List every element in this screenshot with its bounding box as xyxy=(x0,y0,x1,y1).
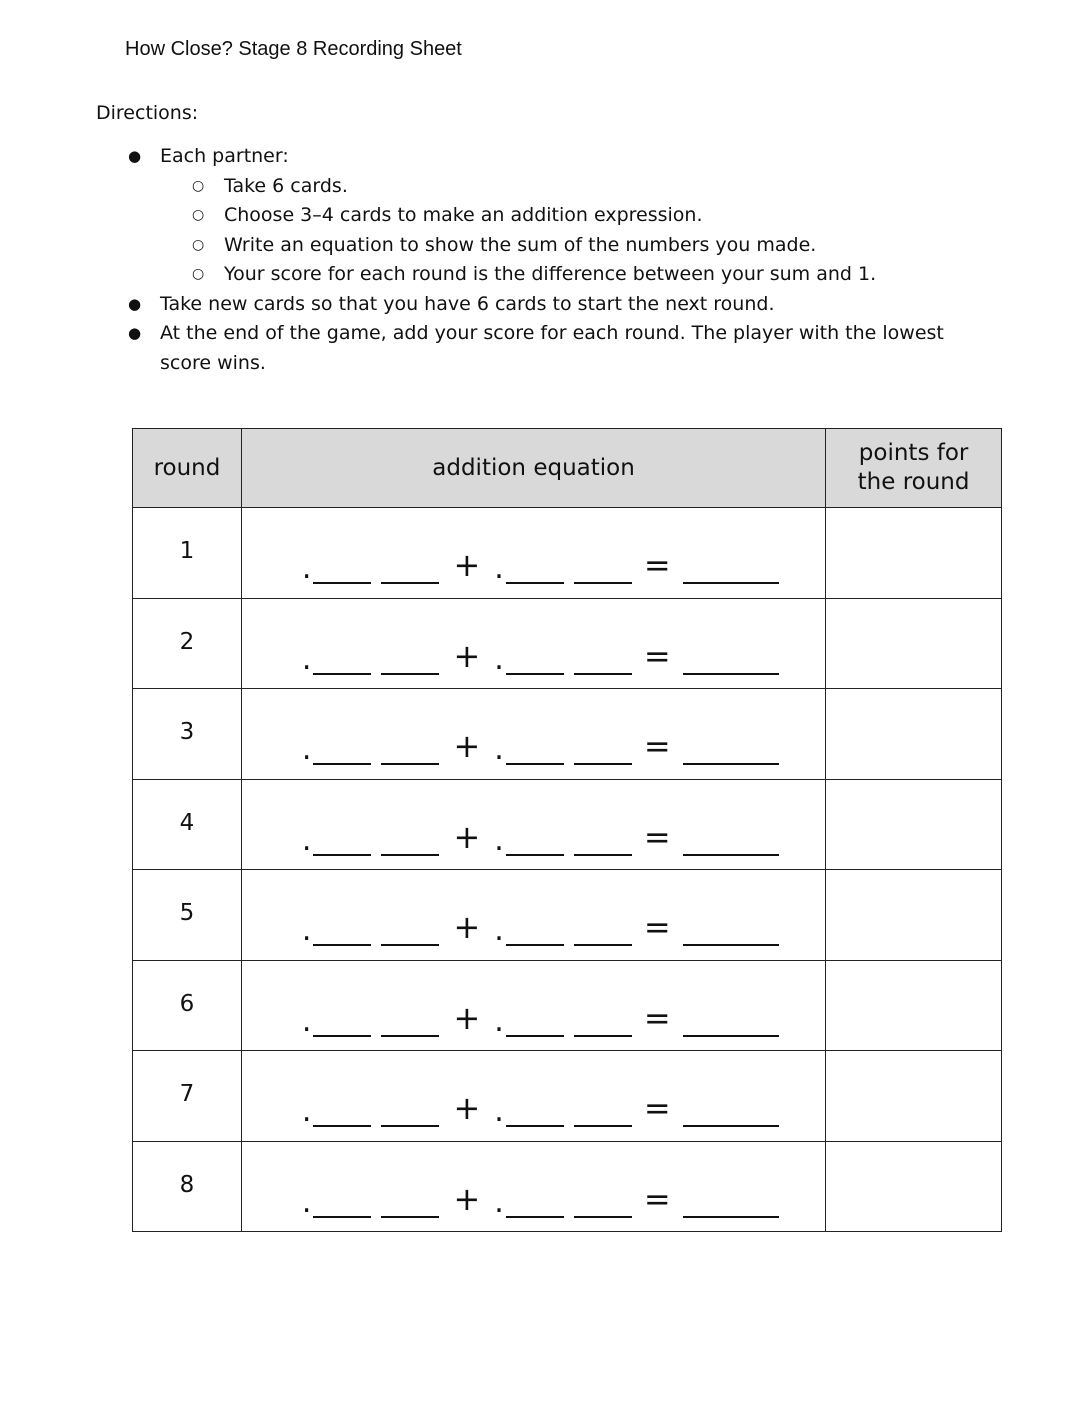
sub-bullet-glyph: ○ xyxy=(192,177,205,194)
equation-template xyxy=(302,810,779,856)
header-addition-equation: addition equation xyxy=(241,429,825,508)
round-number-cell xyxy=(133,689,242,780)
direction-item xyxy=(128,290,988,320)
digit-blank[interactable] xyxy=(506,820,564,856)
decimal-point: . xyxy=(494,913,504,948)
equation-cell xyxy=(241,1051,825,1142)
decimal-point: . xyxy=(301,641,312,677)
sum-blank[interactable] xyxy=(683,820,779,856)
equation-template xyxy=(302,538,779,584)
round-number: 3 xyxy=(179,719,195,745)
equals-sign: = xyxy=(643,1179,671,1218)
points-cell[interactable] xyxy=(826,598,1002,689)
digit-blank[interactable] xyxy=(574,1001,632,1037)
digit-blank[interactable] xyxy=(381,1091,439,1127)
table-row xyxy=(133,1051,1002,1142)
sub-bullet-glyph: ○ xyxy=(192,207,205,223)
recording-table xyxy=(132,428,1002,1232)
direction-item xyxy=(128,319,988,378)
sub-direction-item xyxy=(192,231,988,261)
decimal-point: . xyxy=(494,1094,504,1129)
equals-sign: = xyxy=(643,908,671,946)
sum-blank[interactable] xyxy=(683,1182,779,1218)
digit-blank[interactable] xyxy=(574,729,632,765)
round-number-cell xyxy=(133,779,242,870)
rounds-body xyxy=(133,508,1002,1232)
digit-blank[interactable] xyxy=(313,820,371,856)
digit-blank[interactable] xyxy=(381,1182,439,1218)
sub-direction-text: Your score for each round is the difference between your sum and 1. xyxy=(224,263,877,285)
equation-template xyxy=(302,1172,779,1218)
sub-direction-text: Choose 3–4 cards to make an addition expression. xyxy=(224,204,703,226)
decimal-point: . xyxy=(494,1003,504,1039)
equation-template xyxy=(302,629,779,675)
equation-cell xyxy=(241,779,825,870)
round-number: 4 xyxy=(179,809,195,836)
plus-sign: + xyxy=(453,1089,481,1127)
equals-sign: = xyxy=(643,727,671,765)
decimal-point: . xyxy=(494,641,504,677)
plus-sign: + xyxy=(453,908,481,946)
table-row xyxy=(133,779,1002,870)
digit-blank[interactable] xyxy=(313,1001,371,1037)
round-number: 1 xyxy=(179,538,195,564)
table-row xyxy=(133,598,1002,689)
equals-sign: = xyxy=(643,817,671,856)
digit-blank[interactable] xyxy=(313,729,371,765)
round-number-cell xyxy=(133,960,242,1051)
equals-sign: = xyxy=(643,1089,671,1127)
points-cell[interactable] xyxy=(826,508,1002,599)
digit-blank[interactable] xyxy=(313,1091,371,1127)
directions-heading: Directions: xyxy=(96,102,199,124)
sub-bullet-glyph: ○ xyxy=(192,266,205,282)
round-number-cell xyxy=(133,598,242,689)
round-number: 8 xyxy=(179,1171,195,1198)
equation-template xyxy=(302,719,779,765)
header-points-line1: points for xyxy=(858,440,969,466)
digit-blank[interactable] xyxy=(381,639,439,675)
digit-blank[interactable] xyxy=(506,729,564,765)
plus-sign: + xyxy=(453,546,481,584)
round-number-cell xyxy=(133,1051,242,1142)
equation-template xyxy=(302,991,779,1037)
points-cell[interactable] xyxy=(826,1051,1002,1142)
digit-blank[interactable] xyxy=(381,910,439,946)
equation-cell xyxy=(241,1141,825,1232)
equals-sign: = xyxy=(643,998,671,1037)
digit-blank[interactable] xyxy=(506,548,564,584)
digit-blank[interactable] xyxy=(381,548,439,584)
round-number-cell xyxy=(133,1141,242,1232)
round-number: 2 xyxy=(179,628,195,655)
table-row xyxy=(133,689,1002,780)
points-cell[interactable] xyxy=(826,960,1002,1051)
plus-sign: + xyxy=(453,998,481,1037)
document-title: How Close? Stage 8 Recording Sheet xyxy=(125,38,462,60)
digit-blank[interactable] xyxy=(574,1182,632,1218)
decimal-point: . xyxy=(301,732,312,767)
header-points-line2: the round xyxy=(857,469,970,495)
digit-blank[interactable] xyxy=(506,1001,564,1037)
equation-template xyxy=(302,1081,779,1127)
equation-cell xyxy=(241,870,825,961)
equation-cell xyxy=(241,689,825,780)
points-cell[interactable] xyxy=(826,689,1002,780)
bullet-glyph: ● xyxy=(128,147,142,165)
decimal-point: . xyxy=(494,551,504,586)
round-number: 7 xyxy=(179,1081,195,1107)
decimal-point: . xyxy=(494,822,504,858)
plus-sign: + xyxy=(453,727,481,765)
addition-equation xyxy=(242,1142,825,1231)
decimal-point: . xyxy=(301,913,312,948)
direction-text: Each partner: xyxy=(160,145,289,167)
digit-blank[interactable] xyxy=(313,910,371,946)
direction-text: Take new cards so that you have 6 cards to start the next round. xyxy=(160,292,775,315)
plus-sign: + xyxy=(453,636,481,675)
digit-blank[interactable] xyxy=(574,1091,632,1127)
bullet-glyph: ● xyxy=(128,324,142,342)
equation-cell xyxy=(241,508,825,599)
digit-blank[interactable] xyxy=(313,1182,371,1218)
digit-blank[interactable] xyxy=(506,1182,564,1218)
sub-direction-item xyxy=(192,201,988,231)
digit-blank[interactable] xyxy=(574,548,632,584)
equals-sign: = xyxy=(643,546,671,584)
digit-blank[interactable] xyxy=(381,1001,439,1037)
addition-equation xyxy=(242,780,825,869)
sub-direction-text: Take 6 cards. xyxy=(224,174,348,197)
decimal-point: . xyxy=(494,1184,504,1220)
plus-sign: + xyxy=(453,817,481,856)
digit-blank[interactable] xyxy=(313,548,371,584)
sum-blank[interactable] xyxy=(683,1001,779,1037)
round-number-cell xyxy=(133,870,242,961)
sub-direction-item xyxy=(192,260,988,290)
header-round: round xyxy=(133,429,242,508)
decimal-point: . xyxy=(301,1094,312,1129)
directions-list xyxy=(128,142,988,378)
sum-blank[interactable] xyxy=(683,910,779,946)
digit-blank[interactable] xyxy=(574,910,632,946)
table-row xyxy=(133,960,1002,1051)
equation-template xyxy=(302,900,779,946)
addition-equation xyxy=(242,599,825,688)
points-cell[interactable] xyxy=(826,870,1002,961)
digit-blank[interactable] xyxy=(313,639,371,675)
direction-text: At the end of the game, add your score for each round. The player with the lowest score wins. xyxy=(160,322,944,374)
addition-equation xyxy=(242,689,825,778)
table-row xyxy=(133,870,1002,961)
points-cell[interactable] xyxy=(826,1141,1002,1232)
equation-cell xyxy=(241,960,825,1051)
addition-equation xyxy=(242,1051,825,1140)
sum-blank[interactable] xyxy=(683,1091,779,1127)
addition-equation xyxy=(242,961,825,1050)
sub-bullet-glyph: ○ xyxy=(192,236,205,253)
sub-direction-list xyxy=(192,172,988,290)
equation-cell xyxy=(241,598,825,689)
equals-sign: = xyxy=(643,636,671,675)
bullet-glyph: ● xyxy=(128,294,142,313)
round-number-cell xyxy=(133,508,242,599)
sum-blank[interactable] xyxy=(683,729,779,765)
sub-direction-text: Write an equation to show the sum of the numbers you made. xyxy=(224,233,817,256)
sub-direction-item xyxy=(192,172,988,202)
digit-blank[interactable] xyxy=(506,1091,564,1127)
digit-blank[interactable] xyxy=(574,820,632,856)
table-header-row xyxy=(133,429,1002,508)
points-cell[interactable] xyxy=(826,779,1002,870)
decimal-point: . xyxy=(494,732,504,767)
decimal-point: . xyxy=(301,1184,312,1220)
table-row xyxy=(133,508,1002,599)
decimal-point: . xyxy=(301,551,312,586)
digit-blank[interactable] xyxy=(506,910,564,946)
direction-item xyxy=(128,142,988,172)
plus-sign: + xyxy=(453,1179,481,1218)
decimal-point: . xyxy=(301,1003,312,1039)
round-number: 6 xyxy=(179,990,195,1017)
digit-blank[interactable] xyxy=(381,820,439,856)
addition-equation xyxy=(242,508,825,597)
digit-blank[interactable] xyxy=(574,639,632,675)
header-points xyxy=(826,429,1002,508)
round-number: 5 xyxy=(179,900,195,926)
digit-blank[interactable] xyxy=(381,729,439,765)
sum-blank[interactable] xyxy=(683,639,779,675)
sum-blank[interactable] xyxy=(683,548,779,584)
addition-equation xyxy=(242,870,825,959)
decimal-point: . xyxy=(301,822,312,858)
digit-blank[interactable] xyxy=(506,639,564,675)
table-row xyxy=(133,1141,1002,1232)
